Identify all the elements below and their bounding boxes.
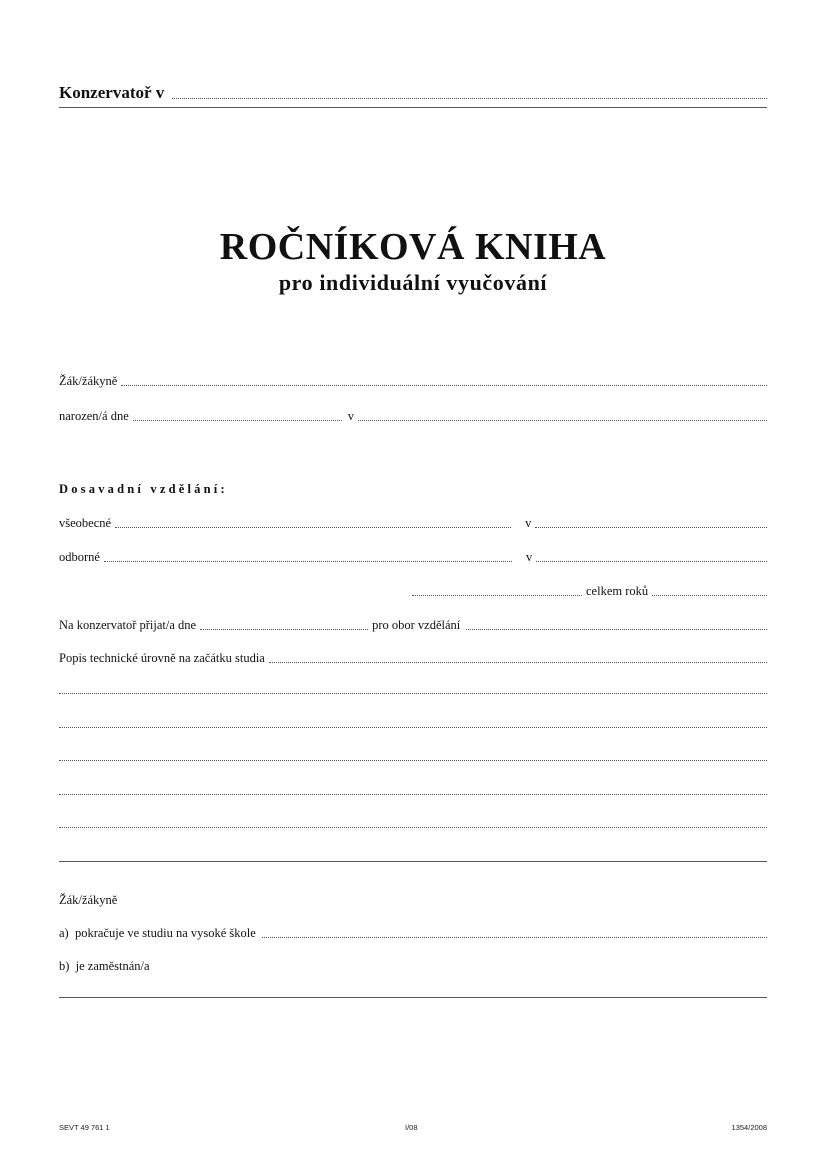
header-rule: [59, 107, 767, 108]
general-education-row: [59, 516, 767, 531]
admission-date-field[interactable]: [200, 628, 368, 630]
footer-code-right: 1354/2008: [731, 1123, 767, 1132]
tech-level-line-3[interactable]: [59, 760, 767, 761]
total-years-field[interactable]: [652, 594, 767, 596]
outcome-label: Žák/žákyně: [59, 893, 118, 907]
tech-level-label: Popis technické úrovně na začátku studia: [59, 651, 265, 665]
birth-place-field[interactable]: [358, 419, 767, 421]
general-education-field[interactable]: [115, 526, 511, 528]
admission-date-label: Na konzervatoř přijat/a dne: [59, 618, 197, 632]
birth-row: [59, 409, 767, 424]
university-field[interactable]: [262, 936, 767, 938]
vocational-education-field[interactable]: [104, 560, 512, 562]
general-education-place-field[interactable]: [535, 526, 767, 528]
total-years-label: celkem roků: [586, 584, 649, 598]
footer-code-left: SEVT 49 761 1: [59, 1123, 110, 1132]
general-education-label: všeobecné: [59, 516, 112, 530]
tech-level-line-4[interactable]: [59, 794, 767, 795]
outcome-option-a-label: a) pokračuje ve studiu na vysoké škole: [59, 926, 256, 940]
tech-level-line-1[interactable]: [59, 693, 767, 694]
tech-level-row: [59, 651, 767, 666]
outcome-option-a-row: [59, 926, 767, 941]
student-name-row: [59, 374, 767, 389]
outcome-option-b-label: b) je zaměstnán/a: [59, 959, 150, 973]
document-title: ROČNÍKOVÁ KNIHA: [219, 226, 607, 268]
field-of-study-field[interactable]: [466, 628, 767, 630]
tech-level-line-2[interactable]: [59, 727, 767, 728]
document-subtitle: pro individuální vyučování: [278, 270, 548, 295]
vocational-education-place-label: v: [525, 550, 533, 564]
admission-row: [59, 618, 767, 633]
education-heading: Dosavadní vzdělání:: [59, 482, 228, 496]
birth-date-label: narozen/á dne: [59, 409, 129, 423]
student-name-field[interactable]: [121, 384, 767, 386]
tech-level-field[interactable]: [269, 661, 767, 663]
footer-code-center: I/08: [405, 1123, 418, 1132]
field-of-study-label: pro obor vzdělání: [372, 618, 461, 632]
vocational-education-place-field[interactable]: [536, 560, 767, 562]
school-label: Konzervatoř v: [59, 83, 165, 102]
school-name-field[interactable]: [172, 97, 767, 99]
general-education-place-label: v: [525, 516, 532, 530]
outcome-option-b-row: [59, 959, 150, 974]
vocational-education-row: [59, 550, 767, 565]
tech-level-line-5[interactable]: [59, 827, 767, 828]
total-years-row: [412, 584, 767, 599]
student-name-label: Žák/žákyně: [59, 374, 118, 388]
section-rule-2: [59, 997, 767, 998]
vocational-education-label: odborné: [59, 550, 100, 564]
total-years-extra-field[interactable]: [412, 594, 582, 596]
birth-date-field[interactable]: [133, 419, 342, 421]
outcome-row: [59, 893, 117, 908]
school-header: [59, 83, 767, 103]
birth-place-label: v: [347, 409, 355, 423]
section-rule-1: [59, 861, 767, 862]
